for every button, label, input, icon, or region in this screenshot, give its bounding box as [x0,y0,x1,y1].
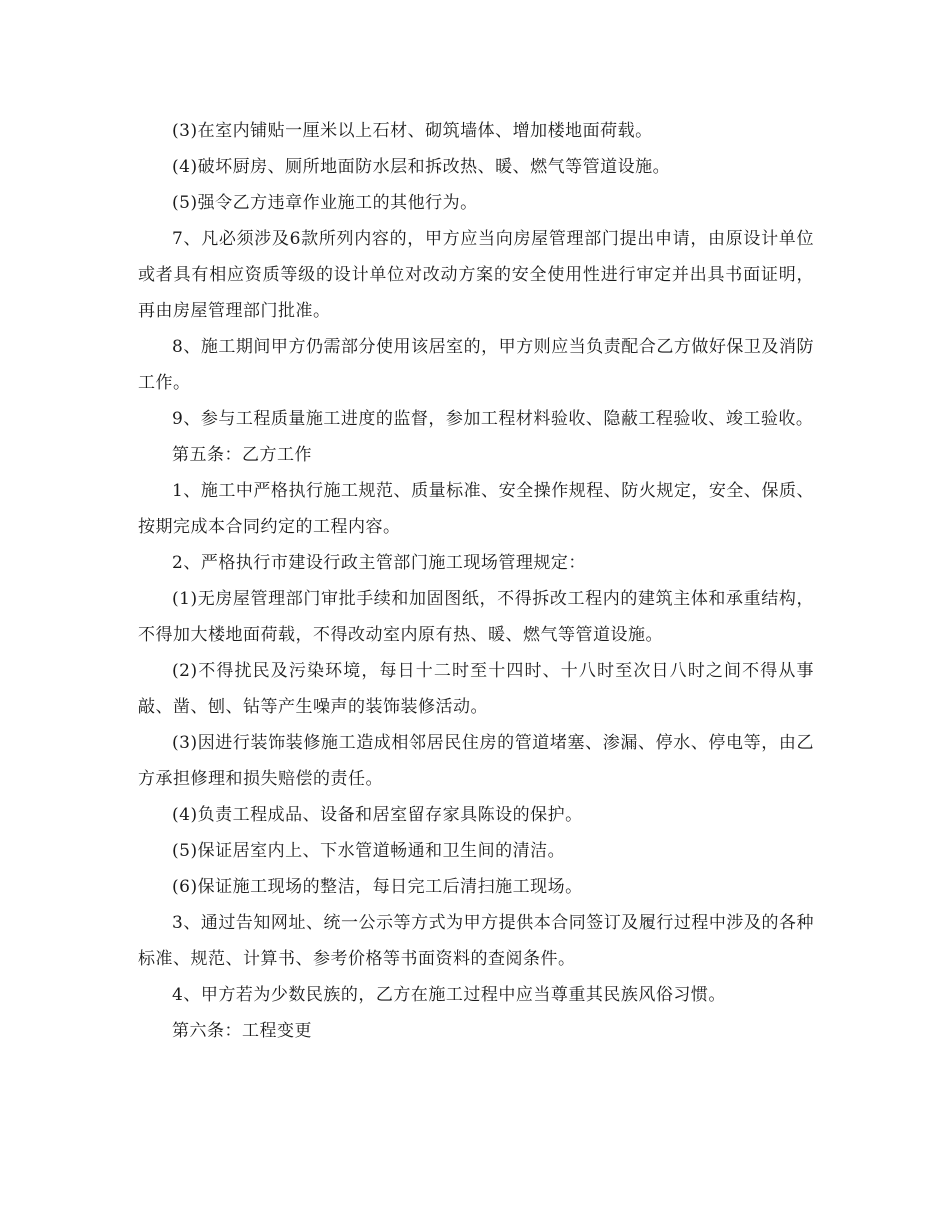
clause-item-4: (4)破坏厨房、厕所地面防水层和拆改热、暖、燃气等管道设施。 [172,157,671,177]
article5-clause-1: 1、施工中严格执行施工规范、质量标准、安全操作规程、防火规定，安全、保质、按期完成本合同约定的工程内容。 [138,481,814,537]
clause-8: 8、施工期间甲方仍需部分使用该居室的，甲方则应当负责配合乙方做好保卫及消防工作。 [138,337,814,393]
document-body [138,113,814,1049]
article5-subclause-5: (5)保证居室内上、下水管道畅通和卫生间的清洁。 [172,841,566,861]
article5-subclause-3: (3)因进行装饰装修施工造成相邻居民住房的管道堵塞、渗漏、停水、停电等，由乙方承担修理和损失赔偿的责任。 [138,733,814,789]
article5-subclause-2: (2)不得扰民及污染环境，每日十二时至十四时、十八时至次日八时之间不得从事敲、凿、刨、钻等产生噪声的装饰装修活动。 [138,661,814,717]
article5-subclause-4: (4)负责工程成品、设备和居室留存家具陈设的保护。 [172,805,583,825]
article5-clause-3: 3、通过告知网址、统一公示等方式为甲方提供本合同签订及履行过程中涉及的各种标准、规范、计算书、参考价格等书面资料的查阅条件。 [138,913,814,969]
section-heading-article-5: 第五条：乙方工作 [172,445,312,465]
clause-7: 7、凡必须涉及6款所列内容的，甲方应当向房屋管理部门提出申请，由原设计单位或者具有相应资质等级的设计单位对改动方案的安全使用性进行审定并出具书面证明，再由房屋管理部门批准。 [138,229,814,321]
article5-subclause-1: (1)无房屋管理部门审批手续和加固图纸，不得拆改工程内的建筑主体和承重结构，不得加大楼地面荷载，不得改动室内原有热、暖、燃气等管道设施。 [138,589,814,645]
clause-item-3: (3)在室内铺贴一厘米以上石材、砌筑墙体、增加楼地面荷载。 [172,121,653,141]
section-heading-article-6: 第六条：工程变更 [172,1021,312,1041]
article5-clause-4: 4、甲方若为少数民族的，乙方在施工过程中应当尊重其民族风俗习惯。 [172,985,726,1005]
article5-subclause-6: (6)保证施工现场的整洁，每日完工后清扫施工现场。 [172,877,583,897]
clause-item-5: (5)强令乙方违章作业施工的其他行为。 [172,193,478,213]
clause-9: 9、参与工程质量施工进度的监督，参加工程材料验收、隐蔽工程验收、竣工验收。 [172,409,814,429]
article5-clause-2: 2、严格执行市建设行政主管部门施工现场管理规定： [172,553,586,573]
